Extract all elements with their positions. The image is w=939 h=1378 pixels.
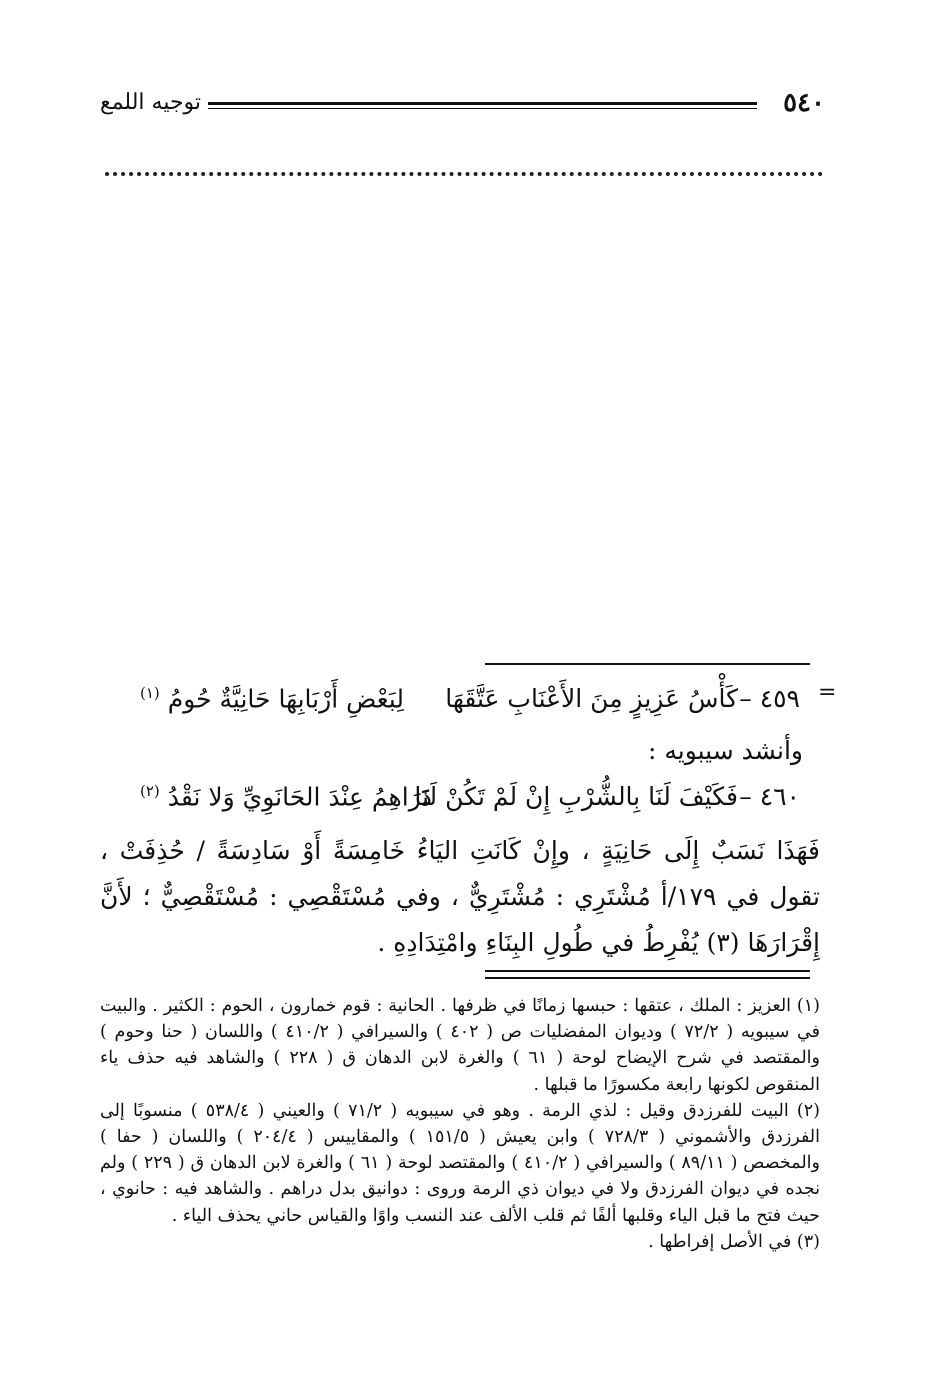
dotted-separator bbox=[105, 172, 823, 176]
page-header bbox=[100, 86, 825, 126]
main-paragraph bbox=[100, 828, 820, 966]
verse-460 bbox=[140, 782, 800, 822]
verse-hemistich-second bbox=[140, 684, 404, 713]
verse-number: ٤٥٩ – bbox=[739, 684, 800, 713]
continuation-mark: = bbox=[818, 680, 837, 705]
verse-top-rule bbox=[485, 663, 810, 665]
footnote-ref: (٢) bbox=[140, 782, 160, 800]
hemistich-text: لِبَعْضِ أَرْبَابِهَا حَانِيَّةٌ حُومُ bbox=[167, 684, 404, 714]
header-rule bbox=[208, 102, 757, 105]
running-title: توجيه اللمع bbox=[100, 90, 202, 115]
verse-hemistich-second bbox=[140, 782, 432, 811]
header-rule-thin bbox=[208, 108, 757, 109]
page-number: ٥٤٠ bbox=[783, 88, 825, 118]
intro-line: وأنشد سيبويه : bbox=[647, 736, 803, 765]
verse-number: ٤٦٠ – bbox=[739, 782, 800, 811]
verse-hemistich-first: كَأْسُ عَزِيزٍ مِنَ الأَعْنَابِ عَتَّقَهَا bbox=[445, 684, 738, 713]
footnotes bbox=[100, 993, 820, 1255]
verse-459 bbox=[140, 684, 800, 724]
footnote-rule-second bbox=[485, 977, 810, 979]
footnote-2: (٢) البيت للفرزدق وقيل : لذي الرمة . وهو في سيبويه ( ٧١/٢ ) والعيني ( ٥٣٨/٤ ) منسوبًا إلى الفرزدق والأشموني ( ٧٢٨/٣ ) وابن يعيش ( ١٥١/٥ ) والمقاييس ( ٢٠٤/٤ ) واللسان ( حفا ) والمخصص ( ٨٩/١١ ) والسيرافي ( ٤١٠/٢ ) والمقتصد لوحة ( ٦١ ) والغرة لابن الدهان ق ( ٢٢٩ ) ولم نجده في ديوان الفرزدق ولا في ديوان ذي الرمة وروى : دوانيق بدل دراهم . والشاهد فيه : حانوي ، حيث فتح ما قبل الياء وقلبها ألفًا ثم قلب الألف عند النسب واوًا والقياس حاني يحذف الياء . bbox=[100, 1100, 820, 1226]
hemistich-text: دَرَاهِمُ عِنْدَ الحَانَوِيِّ وَلا نَقْدُ bbox=[167, 782, 432, 812]
main-paragraph-text: فَهَذَا نَسَبٌ إِلَى حَانِيَةٍ ، وإِنْ كَانَتِ اليَاءُ خَامِسَةً أَوْ سَادِسَةً / حُذِفَتْ ، تقول في ١٧٩/أ مُشْتَرِي : مُشْتَرِيٌّ ، وفي مُسْتَقْصِي : مُسْتَقْصِيٌّ ؛ لأَنَّ إِقْرَارَهَا (٣) يُفْرِطُ في طُولِ البِنَاءِ وامْتِدَادِهِ . bbox=[100, 836, 820, 957]
footnote-1: (١) العزيز : الملك ، عتقها : حبسها زمانًا في ظرفها . الحانية : قوم خمارون ، الحوم : الكثير . والبيت في سيبويه ( ٧٢/٢ ) وديوان المفضليات ص ( ٤٠٢ ) والسيرافي ( ٤١٠/٢ ) واللسان ( حنا وحوم ) والمقتصد في شرح الإيضاح لوحة ( ٦١ ) والغرة لابن الدهان ق ( ٢٢٨ ) والشاهد فيه حذف ياء المنقوص لكونها رابعة مكسورًا ما قبلها . bbox=[100, 996, 820, 1095]
footnote-ref: (١) bbox=[140, 684, 160, 702]
footnote-rule bbox=[485, 970, 810, 972]
footnote-3: (٣) في الأصل إفراطها . bbox=[648, 1231, 820, 1252]
verse-hemistich-first: فَكَيْفَ لَنَا بِالشُّرْبِ إِنْ لَمْ تَكُنْ لَنَا bbox=[414, 782, 738, 811]
